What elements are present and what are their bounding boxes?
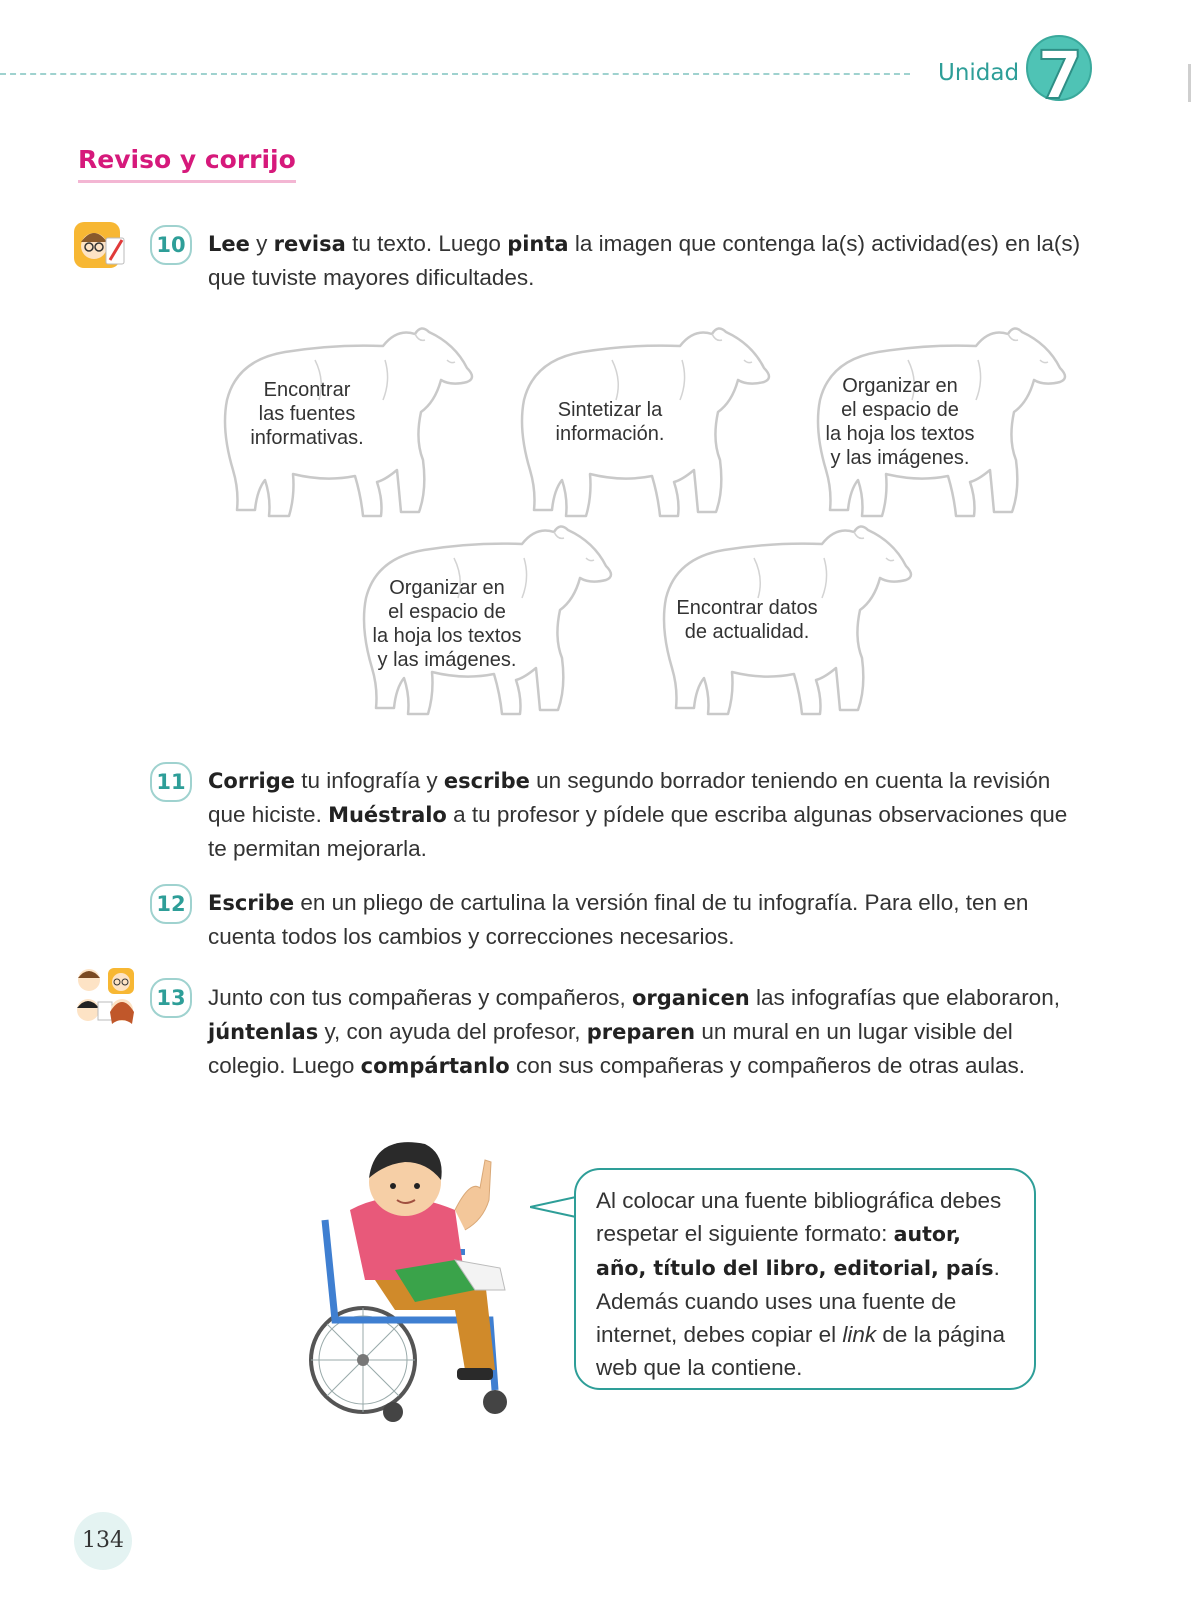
bear-1-label [217,378,397,450]
bold-keyword: autor, año, título del libro, editorial, país [596,1222,994,1280]
page-edge-marker [1188,64,1191,102]
text-run: de la página web que la contiene. [596,1322,1006,1380]
text-run: las infografías que elaboraron, [749,985,1060,1010]
bear-4-label [357,576,537,672]
activity-number-10: 10 [150,225,192,265]
bear-label-line: de actualidad. [684,621,810,643]
header-dashed-line [0,73,910,75]
page-number: 134 [74,1512,132,1570]
text-run: un segundo borrador teniendo en cuenta la revisión que hiciste. [208,768,1051,827]
text-run: a tu profesor y pídele que escriba algunas observaciones que te permitan mejorarla. [208,802,1068,861]
activity-number-13: 13 [150,978,192,1018]
bear-label-line: información. [555,423,665,445]
text-run: con sus compañeras y compañeros de otras aulas. [509,1053,1026,1078]
text-run: tu texto. Luego [345,231,508,256]
activity-11-text [208,764,1088,865]
activity-number-11: 11 [150,762,192,802]
bold-keyword: revisa [273,232,346,256]
bold-keyword: Muéstralo [328,803,447,827]
text-run: un mural en un lugar visible del colegio. Luego [208,1019,1013,1078]
bold-keyword: Escribe [208,891,295,915]
bear-label-line: Sintetizar la [557,399,663,421]
bold-keyword: organicen [631,986,750,1010]
bear-label-line: Encontrar datos [676,597,818,619]
text-run: . Además cuando uses una fuente de internet, debes copiar el [596,1255,1000,1347]
italic-word: link [842,1322,877,1347]
text-run: en un pliego de cartulina la versión final de tu infografía. Para ello, ten en cuenta todos los cambios y correcciones necesarios. [208,890,1029,949]
bold-keyword: compártanlo [360,1054,510,1078]
text-run: Al colocar una fuente bibliográfica debes respetar el siguiente formato: [596,1188,1002,1246]
text-run: Junto con tus compañeras y compañeros, [208,985,632,1010]
speech-bubble [574,1168,1036,1390]
bear-label-line: el espacio de [841,399,959,421]
bear-label-line: Organizar en [842,375,958,397]
text-run: la imagen que contenga la(s) actividad(es) en la(s) que tuviste mayores dificultades. [208,231,1081,290]
bear-label-line: la hoja los textos [372,625,522,647]
bold-keyword: pinta [507,232,569,256]
boy-in-wheelchair-illustration [305,1140,525,1440]
bear-label-line: Organizar en [389,577,505,599]
unit-label: Unidad [938,60,1020,86]
bear-label-line: y las imágenes. [377,649,517,671]
bold-keyword: Corrige [208,769,296,793]
unit-number-badge [1022,30,1096,120]
bear-label-line: y las imágenes. [830,447,970,469]
text-run: tu infografía y [295,768,444,793]
bear-label-line: informativas. [250,427,364,449]
individual-work-icon [72,220,132,278]
group-work-icon [72,966,138,1032]
activity-number-12: 12 [150,884,192,924]
bold-keyword: Lee [208,232,250,256]
bold-keyword: preparen [586,1020,696,1044]
text-run: y [249,231,274,256]
activity-10-text [208,227,1088,294]
bear-2-label [520,398,700,446]
bear-label-line: las fuentes [258,403,356,425]
activity-13-text [208,981,1088,1083]
bear-label-line: Encontrar [263,379,351,401]
activity-12-text [208,886,1088,953]
bear-3-label [810,374,990,470]
text-run: y, con ayuda del profesor, [318,1019,587,1044]
bear-label-line: el espacio de [388,601,506,623]
bear-5-label [657,596,837,644]
section-title: Reviso y corrijo [78,145,296,183]
speech-bubble-tail [530,1195,580,1225]
bear-label-line: la hoja los textos [825,423,975,445]
bold-keyword: escribe [443,769,530,793]
bold-keyword: júntenlas [208,1020,319,1044]
unit-number: 7 [1037,37,1083,114]
